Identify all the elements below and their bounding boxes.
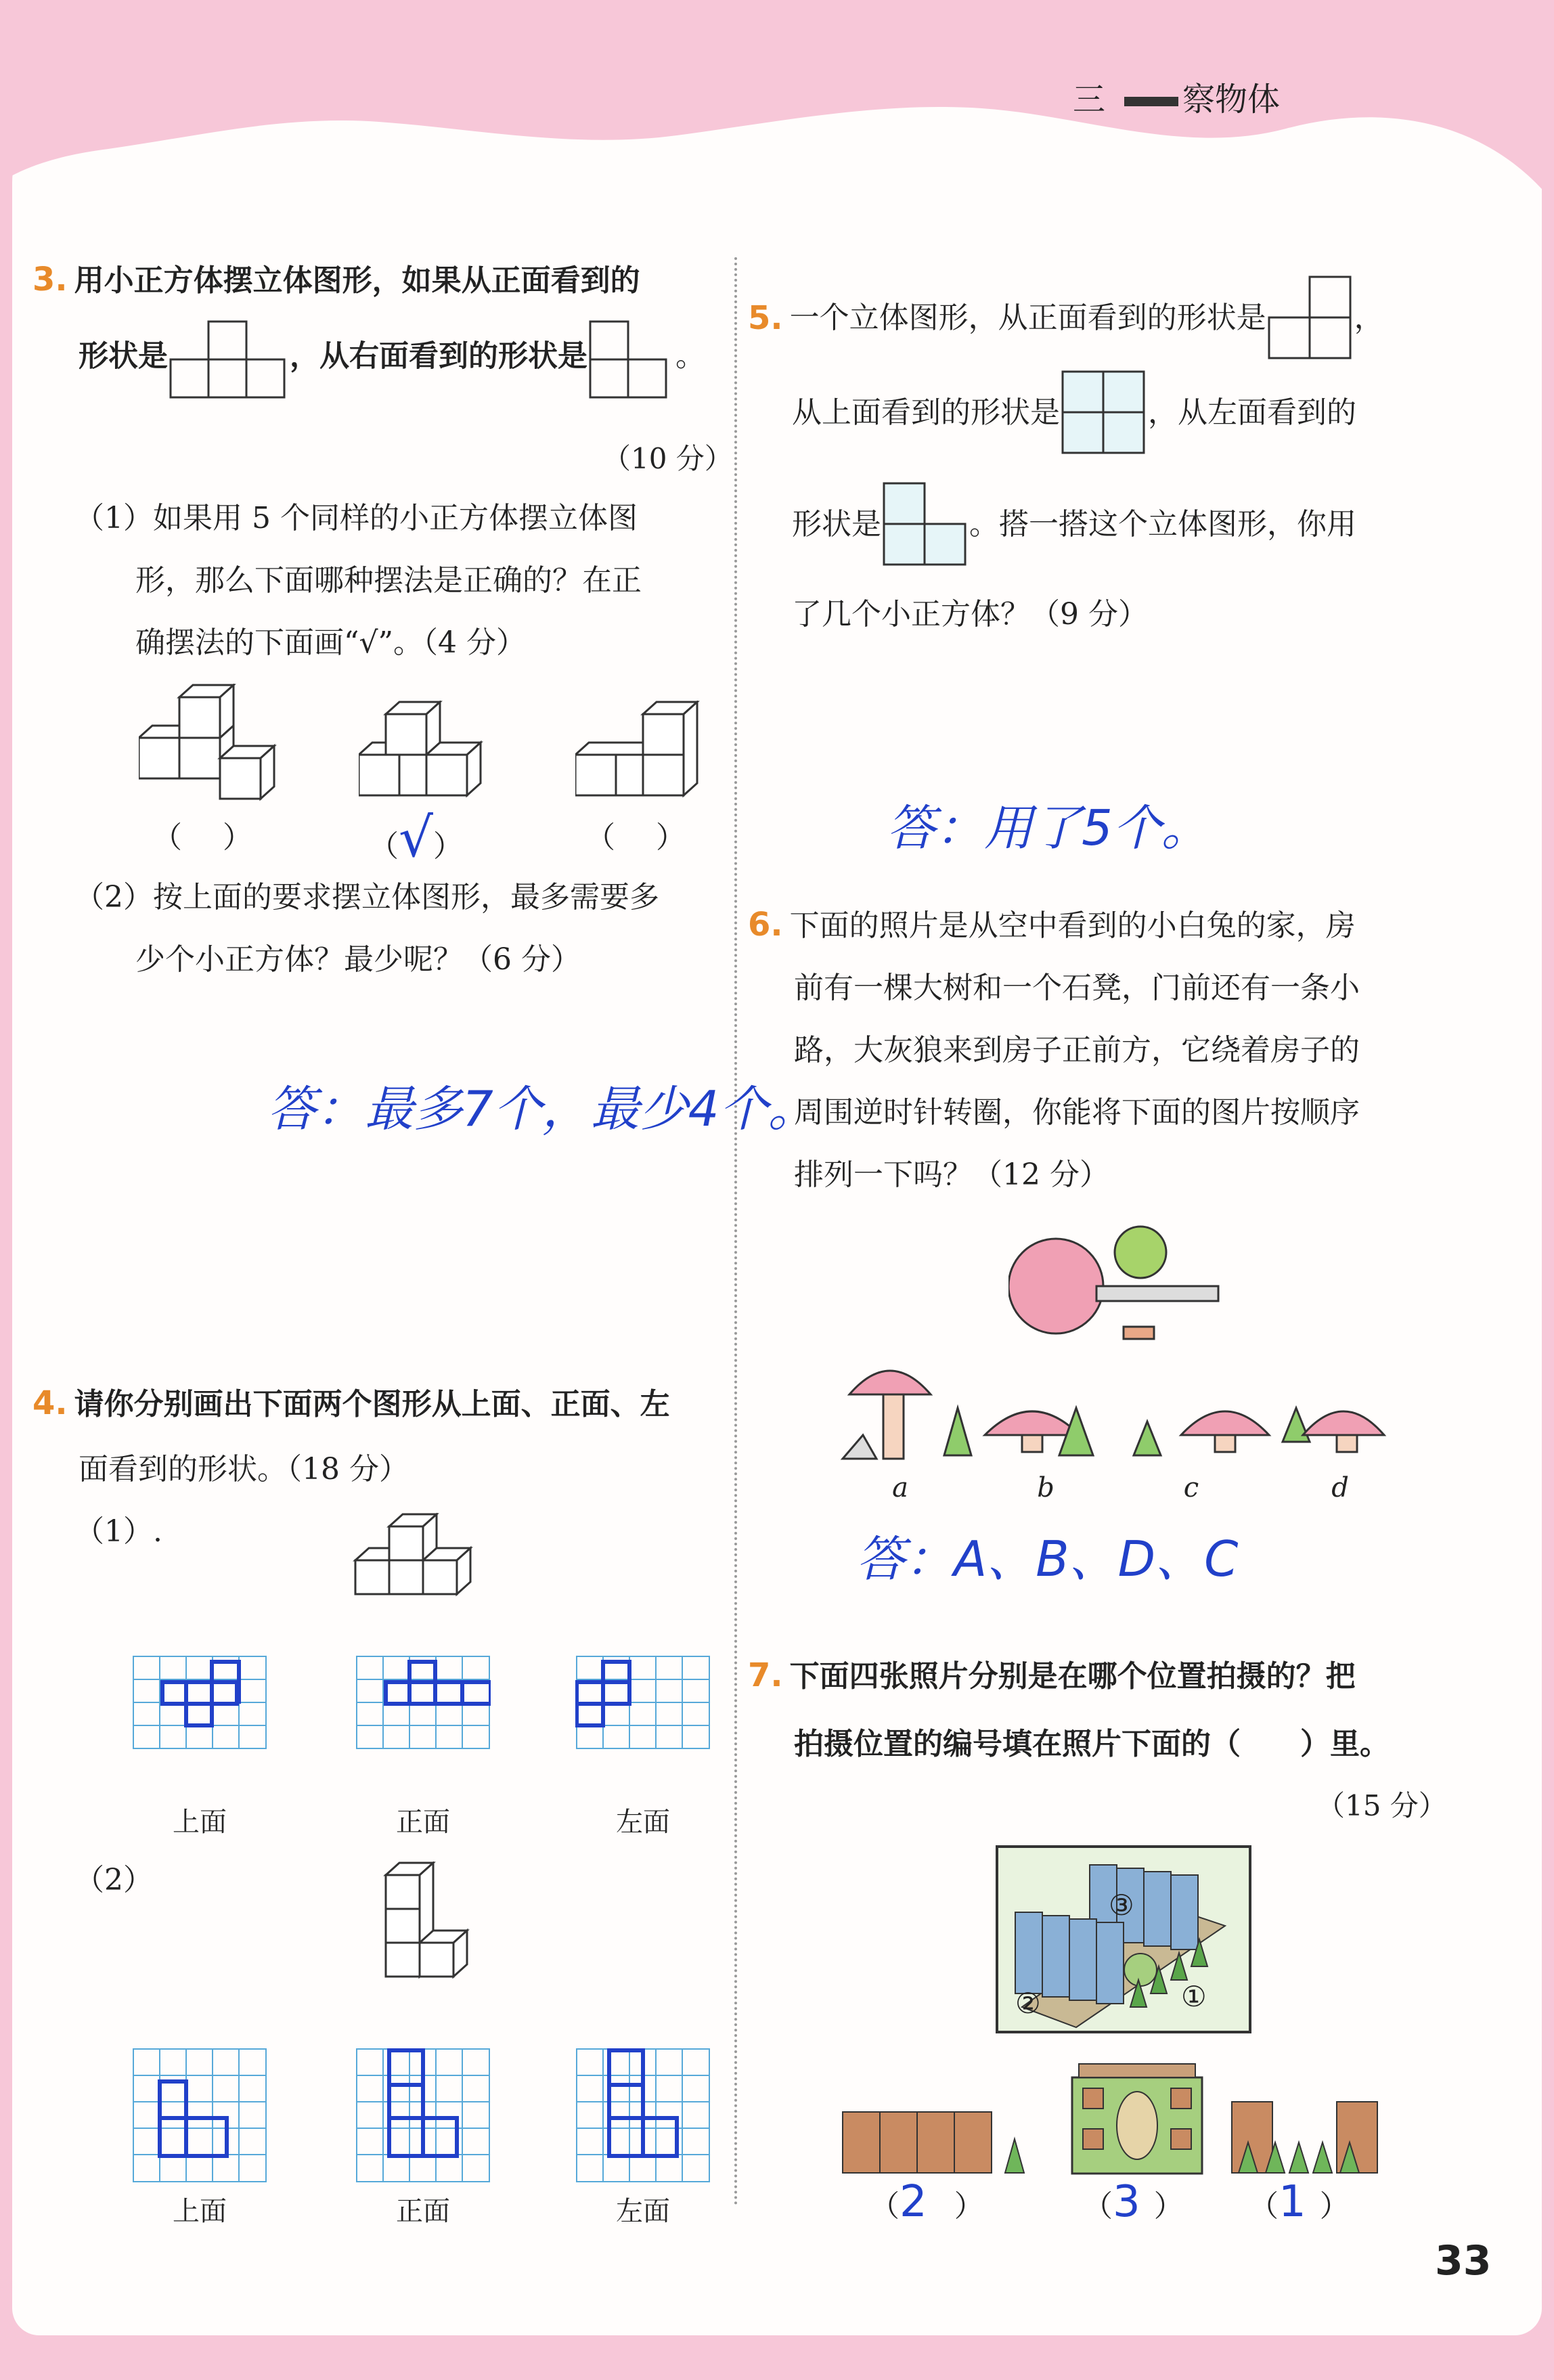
map-position-1: ① <box>1181 1980 1207 2013</box>
q4-part1-label: （1）. <box>74 1514 162 1549</box>
option-figure-a <box>139 684 288 806</box>
grid-front-view-2[interactable] <box>355 2048 491 2183</box>
photo-label-c: c <box>1183 1472 1199 1503</box>
column-divider <box>734 257 737 2207</box>
grid-top-view-1[interactable] <box>132 1655 267 1750</box>
q7-answer-1[interactable]: （2 ） <box>870 2177 984 2227</box>
q5-line2: 从上面看到的形状是 ，从左面看到的 <box>792 369 1536 457</box>
option-a-answer[interactable]: （ ） <box>152 820 252 855</box>
q4-figure-2 <box>372 1861 481 2010</box>
label-left-2: 左面 <box>616 2196 670 2227</box>
header-mark <box>1124 97 1178 106</box>
q5-handwritten-answer: 答：用了5个。 <box>887 799 1210 856</box>
q3-points: （10 分） <box>602 442 733 475</box>
photo-label-d: d <box>1331 1472 1349 1503</box>
photo-top-view <box>1069 2061 1205 2176</box>
question-7: 7. 下面四张照片分别是在哪个位置拍摄的？把 拍摄位置的编号填在照片下面的（ ）里。 <box>748 1656 1390 1761</box>
q5-front-view <box>1266 274 1354 362</box>
label-left-1: 左面 <box>616 1807 670 1838</box>
q3-sub1: （1）如果用 5 个同样的小正方体摆立体图 形，那么下面哪种摆法是正确的？在正 确摆法的下面画“√”。（4 分） <box>74 501 642 660</box>
check-mark: √ <box>399 806 433 869</box>
grid-top-view-2[interactable] <box>132 2048 267 2183</box>
option-c-answer[interactable]: （ ） <box>585 820 686 855</box>
photo-label-a: a <box>892 1472 908 1503</box>
photo-trees-front <box>1225 2088 1388 2176</box>
grid-left-view-2[interactable] <box>575 2048 711 2183</box>
q4-part2-label: （2） <box>74 1863 153 1897</box>
label-front-2: 正面 <box>396 2196 450 2227</box>
q3-line2: 形状是 ，从右面看到的形状是 。 <box>79 317 730 399</box>
grid-front-view-1[interactable] <box>355 1655 491 1750</box>
question-3 <box>32 247 730 399</box>
grid-left-view-1[interactable] <box>575 1655 711 1750</box>
header-decoration <box>0 0 1554 203</box>
option-figure-c <box>575 701 711 809</box>
q3-line1: 3. 用小正方体摆立体图形，如果从正面看到的 <box>32 261 640 299</box>
label-front-1: 正面 <box>396 1807 450 1838</box>
question-6: 6. 下面的照片是从空中看到的小白兔的家，房 前有一棵大树和一个石凳，门前还有一条小 路，大灰狼来到房子正前方，它绕着房子的 周围逆时针转圈，你能将下面的图片按顺序 排列一下吗？（12 分） <box>748 906 1360 1192</box>
q6-handwritten-answer: 答：A、B、D、C <box>856 1530 1239 1587</box>
q5-left-view <box>881 481 969 569</box>
q3-number: 3. <box>32 261 68 299</box>
q7-points: （15 分） <box>1316 1789 1447 1822</box>
map-position-2: ② <box>1015 1987 1041 2020</box>
q3-sub2: （2）按上面的要求摆立体图形，最多需要多 少个小正方体？最少呢？（6 分） <box>74 880 659 977</box>
map-position-3: ③ <box>1109 1889 1134 1922</box>
q3-handwritten-answer: 答：最多7个，最少4个。 <box>267 1080 817 1137</box>
right-view-figure <box>587 317 675 399</box>
q5-line3: 形状是 。搭一搭这个立体图形，你用 <box>792 481 1536 569</box>
q5-line4: 了几个小正方体？（9 分） <box>792 597 1148 632</box>
photo-label-b: b <box>1037 1472 1054 1503</box>
unit-number: 三 <box>1073 81 1106 118</box>
label-top-2: 上面 <box>173 2196 227 2227</box>
page-header <box>1073 73 1280 120</box>
option-figure-b <box>359 701 494 809</box>
label-top-1: 上面 <box>173 1807 227 1838</box>
option-b-answer[interactable]: （√） <box>369 806 463 869</box>
q7-answer-3[interactable]: （1 ） <box>1249 2177 1350 2227</box>
q7-answer-2[interactable]: （3 ） <box>1083 2177 1184 2227</box>
photo-buildings-side <box>839 2102 1036 2176</box>
q5-top-view <box>1060 369 1148 457</box>
rabbit-home-aerial-photo <box>1008 1222 1225 1350</box>
unit-title: 察物体 <box>1182 81 1281 118</box>
question-4: 4. 请你分别画出下面两个图形从上面、正面、左 面看到的形状。（18 分） <box>32 1384 670 1486</box>
page-number: 33 <box>1435 2237 1492 2285</box>
front-view-figure <box>168 317 290 399</box>
q4-figure-1 <box>349 1513 484 1621</box>
rabbit-home-photo-row <box>836 1354 1398 1469</box>
question-5: 5. 一个立体图形，从正面看到的形状是 ， <box>748 261 1540 376</box>
